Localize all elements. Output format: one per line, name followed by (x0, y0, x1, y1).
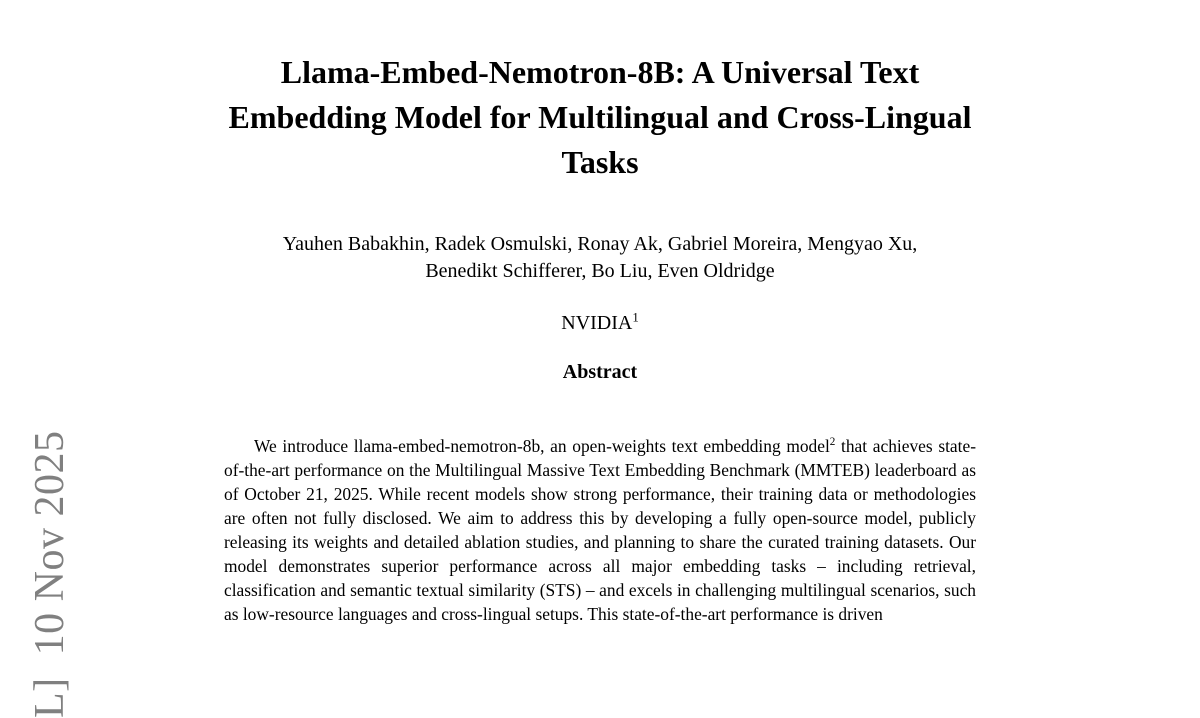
paper-title-line: Tasks (561, 144, 639, 180)
authors-line: Benedikt Schifferer, Bo Liu, Even Oldridge (425, 260, 775, 282)
footnote-superscript: 2 (829, 436, 836, 449)
paper-title-line: Embedding Model for Multilingual and Cross-Lingual (228, 99, 972, 135)
page (0, 50, 1200, 718)
affiliation-name: NVIDIA (561, 312, 633, 334)
abstract-text-after-footnote: that achieves state-of-the-art performance on the Multilingual Massive Text Embedding Benchmark (MMTEB) leaderboard as of October 21, 2025. While recent models show strong performance, their training data or methodologies are often not fully disclosed. We aim to address this by developing a fully open-source model, publicly releasing its weights and detailed ablation studies, and planning to share the curated training datasets. Our model demonstrates superior performance across all major embedding tasks – including retrieval, classification and semantic textual similarity (STS) – and excels in challenging multilingual scenarios, such as low-resource languages and cross-lingual setups. This state-of-the-art performance is driven (224, 436, 976, 624)
affiliation (0, 312, 1200, 335)
abstract-heading: Abstract (562, 361, 638, 383)
authors-line: Yauhen Babakhin, Radek Osmulski, Ronay Ak, Gabriel Moreira, Mengyao Xu, (282, 233, 918, 255)
arxiv-watermark: L] 10 Nov 2025 (27, 430, 73, 718)
abstract-text-before-footnote: We introduce llama-embed-nemotron-8b, an open-weights text embedding model (254, 436, 830, 456)
paper-title-line: Llama-Embed-Nemotron-8B: A Universal Text (280, 54, 920, 90)
affiliation-footnote-marker: 1 (632, 310, 639, 325)
authors-block (0, 231, 1200, 285)
abstract-paragraph (224, 434, 976, 626)
paper-title (0, 50, 1200, 185)
